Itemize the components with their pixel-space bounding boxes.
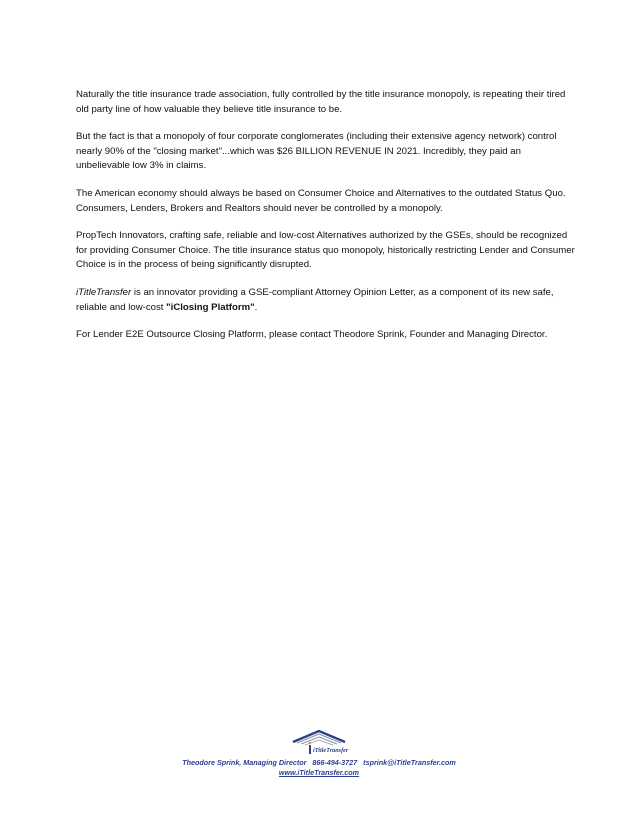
paragraph-market-share: But the fact is that a monopoly of four corporate conglomerates (including their extensive agency network) control nearly 90% of the "closing market"...which was $26 BILLION REVENUE IN 2021. Incredibly, they paid an unbelievable low 3% in claims. [76,131,557,172]
brand-name: iTitleTransfer [76,286,132,298]
website-link[interactable]: www.iTitleTransfer.com [278,768,360,777]
paragraph-ititletransfer [76,286,576,315]
paragraph-contact: For Lender E2E Outsource Closing Platform, please contact Theodore Sprink, Founder and Managing Director. [76,329,548,341]
paragraph-monopoly-intro: Naturally the title insurance trade association, fully controlled by the title insurance monopoly, is repeating their tired old party line of how valuable they believe title insurance to be. [76,89,566,115]
contact-line [0,758,638,768]
ititletransfer-logo-icon [287,728,351,758]
paragraph-end: . [254,301,258,313]
contact-phone: 866-494-3727 [312,758,358,767]
paragraph-consumer-choice: The American economy should always be based on Consumer Choice and Alternatives to the outdated Status Quo. Consumers, Lenders, Brokers and Realtors should never be controlled by a monopoly. [76,187,566,214]
paragraph-proptech: PropTech Innovators, crafting safe, reliable and low-cost Alternatives authorized by the GSEs, should be recognized for providing Consumer Choice. The title insurance status quo monopoly, historically restricting Lender and Consumer Choice is in the process of being significantly disrupted. [76,230,575,271]
brand-description: is an innovator providing a GSE-compliant Attorney Opinion Letter, as a component of its new safe, reliable and low-cost [76,286,554,313]
letter-body [76,88,576,356]
letterhead-footer [0,728,638,778]
logo-wordmark: iTitleTransfer [313,747,349,754]
platform-name: "iClosing Platform" [166,301,255,313]
contact-name-title: Theodore Sprink, Managing Director [182,758,307,767]
contact-email[interactable]: tsprink@iTitleTransfer.com [363,758,456,767]
